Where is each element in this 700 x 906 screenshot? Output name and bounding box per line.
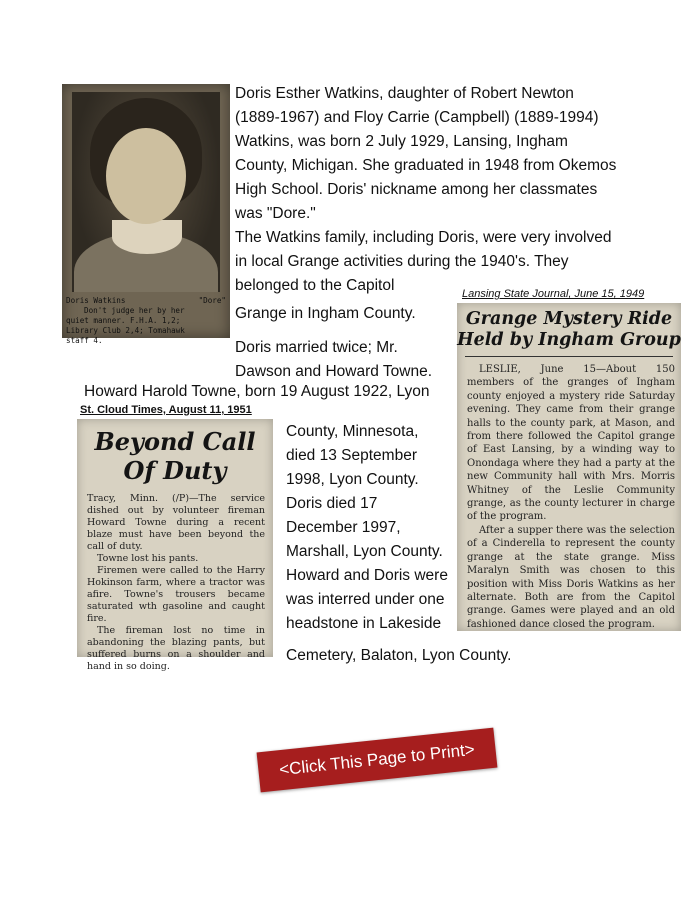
yearbook-caption-line: Don't judge her by her bbox=[84, 306, 185, 315]
yearbook-name: Doris Watkins bbox=[66, 296, 126, 305]
portrait-photo bbox=[72, 92, 220, 292]
yearbook-caption-line: Library Club 2,4; Tomahawk bbox=[66, 326, 185, 335]
bio-paragraph-2: The Watkins family, including Doris, were very involved in local Grange activities during the 1940's. They belonged to the Capitol bbox=[235, 229, 612, 294]
clipping-paragraph: Tracy, Minn. (/P)—The service dished out by volunteer fireman Howard Towne during a recent blaze must have been beyond the call of duty. bbox=[87, 493, 265, 552]
yearbook-caption bbox=[66, 296, 226, 346]
bio-paragraph-3: Doris married twice; Mr. Dawson and Howard Towne. bbox=[235, 339, 433, 380]
clipping-source-lansing: Lansing State Journal, June 15, 1949 bbox=[462, 288, 645, 300]
clipping-headline: Held by Ingham Group bbox=[457, 330, 681, 350]
clipping-paragraph: Towne lost his pants. bbox=[97, 553, 199, 564]
bio-paragraph-2-end: Grange in Ingham County. bbox=[235, 305, 416, 322]
yearbook-caption-line: staff 4. bbox=[66, 336, 103, 345]
bio-paragraph-4: Howard Harold Towne, born 19 August 1922, Lyon bbox=[84, 383, 430, 400]
clipping-headline: Of Duty bbox=[123, 456, 227, 485]
newspaper-clipping-lansing bbox=[457, 303, 681, 631]
clipping-paragraph: The fireman lost no time in abandoning the blazing pants, but suffered burns on a shoulder and hand in so doing. bbox=[87, 625, 265, 672]
print-page-button[interactable]: <Click This Page to Print> bbox=[257, 728, 498, 793]
bio-paragraph-4-end: Cemetery, Balaton, Lyon County. bbox=[286, 647, 512, 664]
clipping-paragraph: LESLIE, June 15—About 150 members of the granges of Ingham county enjoyed a mystery ride Saturday evening. They came from their grange halls to the county park, at Mason, and from there followed the Capitol grange of East Lansing, by a winding way to Onondaga where they had a party at the new Community hall with Mrs. Morris Whitney of the Leslie Community grange, as the county lecturer in charge of the program. bbox=[467, 364, 675, 523]
yearbook-nickname: "Dore" bbox=[198, 296, 226, 305]
clipping-source-stcloud: St. Cloud Times, August 11, 1951 bbox=[80, 404, 252, 416]
clipping-paragraph: Firemen were called to the Harry Hokinson farm, where a tractor was afire. Towne's trousers became saturated wth gasoline and caught fire. bbox=[87, 565, 265, 624]
portrait-collar bbox=[112, 220, 182, 254]
clipping-headline: Grange Mystery Ride bbox=[465, 309, 673, 329]
clipping-headline: Beyond Call bbox=[94, 427, 256, 456]
clipping-paragraph: After a supper there was the selection of a Cinderella to represent the county grange at the state grange. Miss Maralyn Smith was chosen to this position with Miss Doris Watkins as her alternate. Both are from the Capitol grange. Games were played and an old fashioned dance closed the program. bbox=[467, 524, 675, 630]
bio-paragraph-4-cont: County, Minnesota, died 13 September 1998, Lyon County. Doris died 17 December 1997, Marshall, Lyon County. Howard and Doris were was interred under one headstone in Lakeside bbox=[286, 423, 448, 632]
bio-paragraph-1: Doris Esther Watkins, daughter of Robert Newton (1889-1967) and Floy Carrie (Campbell) (1889-1994) Watkins, was born 2 July 1929, Lansing, Ingham County, Michigan. She graduated in 1948 from Okemos High School. Doris' nickname among her classmates was "Dore." bbox=[235, 85, 617, 222]
newspaper-clipping-stcloud bbox=[77, 419, 273, 672]
portrait-face bbox=[106, 128, 186, 224]
yearbook-caption-line: quiet manner. F.H.A. 1,2; bbox=[66, 316, 181, 325]
yearbook-photo bbox=[62, 84, 230, 345]
